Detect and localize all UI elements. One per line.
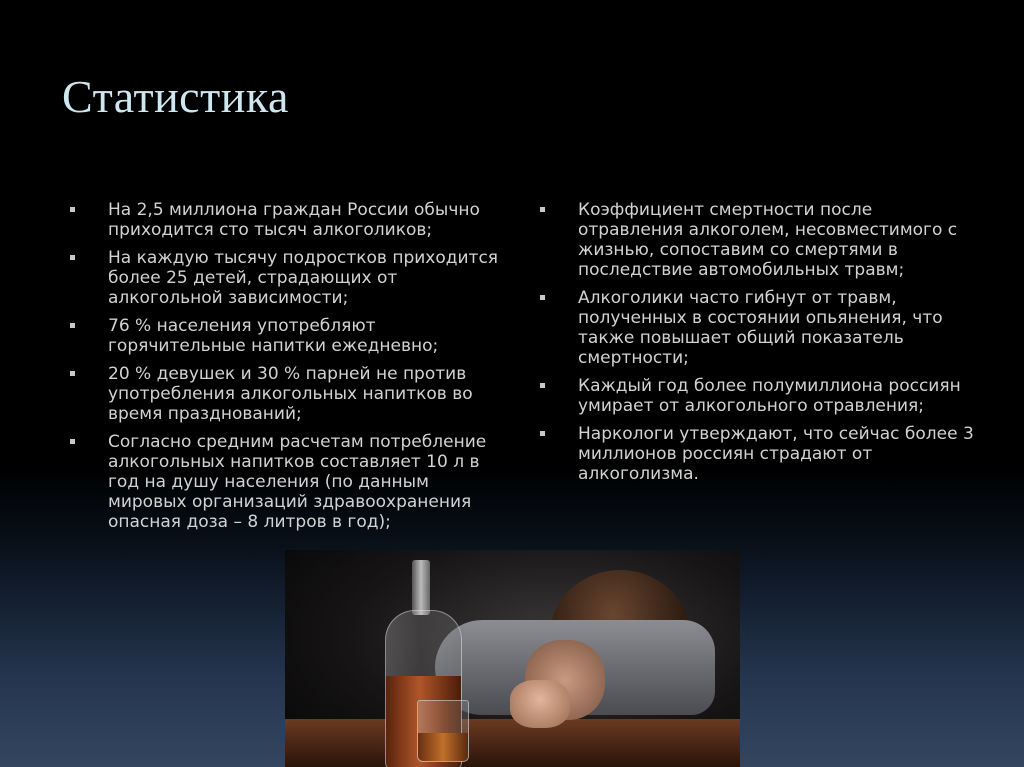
glass-liquid	[418, 733, 468, 761]
list-item	[540, 376, 980, 416]
list-item	[70, 200, 500, 240]
list-item	[70, 432, 500, 532]
slide-title: Статистика	[62, 71, 289, 122]
list-item-text: 20 % девушек и 30 % парней не против употребления алкогольных напитков во время празднований;	[108, 364, 473, 424]
left-bullet-list	[70, 200, 500, 540]
list-item-text: Наркологи утверждают, что сейчас более 3 миллионов россиян страдают от алкоголизма.	[578, 424, 974, 484]
bullet-icon	[70, 323, 75, 328]
glass-icon	[417, 700, 469, 762]
list-item-text: Алкоголики часто гибнут от травм, полученных в состоянии опьянения, что также повышает общий показатель смертности;	[578, 288, 943, 368]
list-item	[540, 424, 980, 484]
bullet-icon	[70, 439, 75, 444]
bullet-icon	[70, 255, 75, 260]
man-fist	[510, 680, 570, 728]
bullet-icon	[70, 371, 75, 376]
right-bullet-list	[540, 200, 980, 492]
list-item	[540, 288, 980, 368]
list-item-text: На 2,5 миллиона граждан России обычно приходится сто тысяч алкоголиков;	[108, 200, 480, 240]
list-item	[70, 248, 500, 308]
list-item-text: Согласно средним расчетам потребление алкогольных напитков составляет 10 л в год на душу населения (по данным мировых организаций здравоохранения опасная доза – 8 литров в год);	[108, 432, 487, 532]
bullet-icon	[540, 207, 545, 212]
bullet-icon	[70, 207, 75, 212]
list-item-text: На каждую тысячу подростков приходится более 25 детей, страдающих от алкогольной зависимости;	[108, 248, 499, 308]
list-item	[540, 200, 980, 280]
bullet-icon	[540, 383, 545, 388]
list-item	[70, 364, 500, 424]
list-item	[70, 316, 500, 356]
drunk-man-photo	[285, 550, 740, 767]
list-item-text: 76 % населения употребляют горячительные напитки ежедневно;	[108, 316, 439, 356]
bullet-icon	[540, 431, 545, 436]
table-surface	[285, 719, 740, 767]
bullet-icon	[540, 295, 545, 300]
list-item-text: Каждый год более полумиллиона россиян умирает от алкогольного отравления;	[578, 376, 961, 416]
bottle-neck-icon	[412, 560, 430, 615]
list-item-text: Коэффициент смертности после отравления алкоголем, несовместимого с жизнью, сопоставим со смертями в последствие автомобильных травм;	[578, 200, 958, 280]
